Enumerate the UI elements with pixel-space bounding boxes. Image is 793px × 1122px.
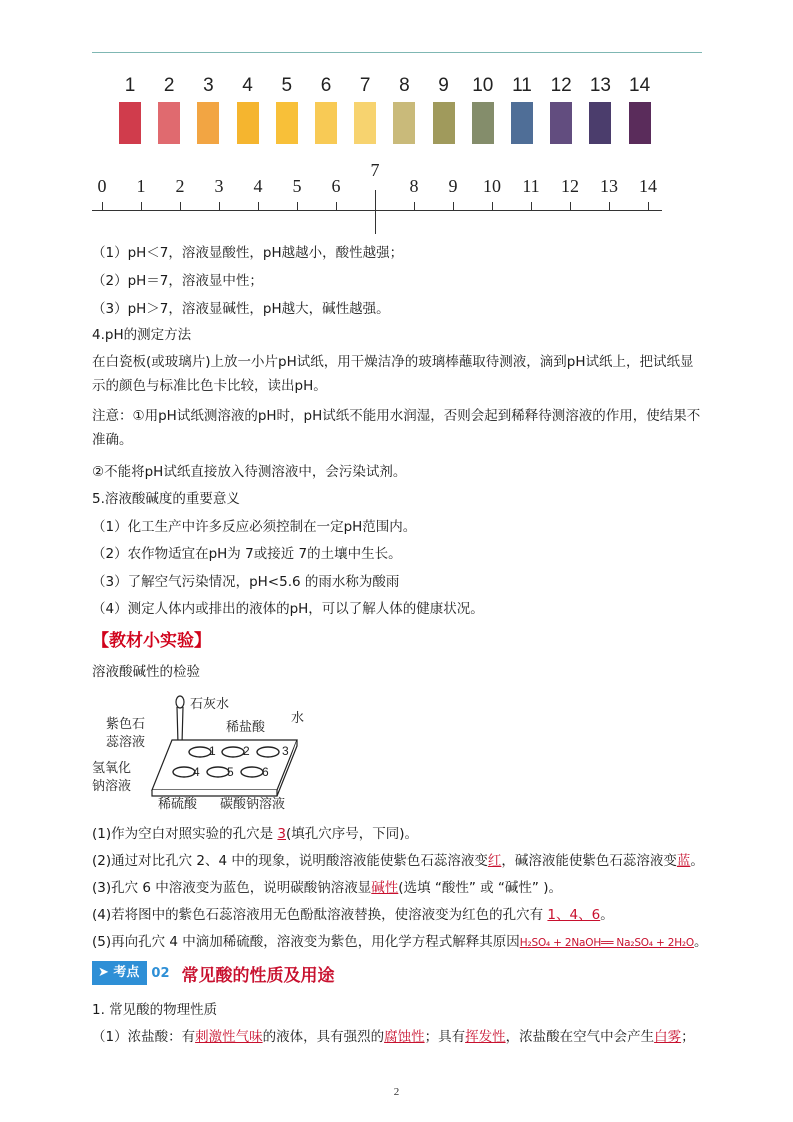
ph-swatch-number: 9 xyxy=(438,75,449,96)
number-line-label: 14 xyxy=(639,176,657,196)
number-line-tick xyxy=(414,202,415,210)
well-3 xyxy=(257,747,279,757)
answer-4: 1、4、6 xyxy=(547,907,601,923)
header-rule xyxy=(92,52,702,53)
section-tag: ➤ 考点 xyxy=(92,961,147,985)
note-second: ②不能将pH试纸直接放入待测溶液中，会污染试剂。 xyxy=(92,464,407,480)
answer-volatile: 挥发性 xyxy=(465,1029,506,1045)
question-3 xyxy=(92,877,562,899)
number-line-tick xyxy=(453,202,454,210)
significance-2: （2）农作物适宜在pH为 7或接近 7的土壤中生长。 xyxy=(92,546,402,562)
ph-color-chip xyxy=(315,102,337,144)
section-number: 02 xyxy=(151,965,170,981)
number-line-tick xyxy=(648,202,649,210)
ph-swatch-number: 2 xyxy=(163,75,175,96)
well-number-2: 2 xyxy=(243,744,250,758)
question-5 xyxy=(92,931,707,954)
property-text-b: 的液体，具有强烈的 xyxy=(262,1029,385,1045)
property-text-c: ；具有 xyxy=(424,1029,466,1045)
rule-neutral: （2）pH＝7，溶液显中性； xyxy=(92,273,263,289)
question-5-tail: 。 xyxy=(693,934,708,950)
label-naoh-2: 钠溶液 xyxy=(92,779,132,794)
experiment-heading: 【教材小实验】 xyxy=(92,631,211,651)
significance-3: （3）了解空气污染情况，pH<5.6 的雨水称为酸雨 xyxy=(92,574,400,590)
ph-color-scale xyxy=(110,74,670,146)
number-line-tick xyxy=(531,202,532,210)
heading-ph-method: 4.pH的测定方法 xyxy=(92,327,192,343)
ph-swatch-13 xyxy=(580,74,620,144)
number-line-tick xyxy=(375,190,376,234)
rule-acidic: （1）pH＜7，溶液显酸性，pH越越小，酸性越强； xyxy=(92,245,404,261)
section-banner xyxy=(92,961,335,985)
number-line-label: 10 xyxy=(483,176,501,196)
number-line-label: 13 xyxy=(600,176,618,196)
question-4-tail: 。 xyxy=(600,907,614,923)
number-line-tick xyxy=(258,202,259,210)
number-line-tick xyxy=(102,202,103,210)
question-4-text: (4)若将图中的紫色石蕊溶液用无色酚酞溶液替换，使溶液变为红色的孔穴有 xyxy=(92,907,548,923)
ph-swatch-7 xyxy=(345,74,385,144)
number-line-label: 0 xyxy=(97,176,107,196)
ph-swatch-number: 4 xyxy=(242,75,253,96)
ph-color-chip xyxy=(197,102,219,144)
ph-swatch-4 xyxy=(228,74,268,144)
ph-number-line xyxy=(88,160,668,238)
question-2-mid: ，碱溶液能使紫色石蕊溶液变 xyxy=(501,853,677,869)
ph-swatch-number: 8 xyxy=(399,75,410,96)
well-number-5: 5 xyxy=(227,765,234,779)
ph-color-chip xyxy=(472,102,494,144)
heading-physical-properties: 1. 常见酸的物理性质 xyxy=(92,1002,218,1018)
ph-swatch-11 xyxy=(502,74,542,144)
number-line-label: 6 xyxy=(331,176,341,196)
ph-swatch-number: 14 xyxy=(629,75,651,96)
answer-1: 3 xyxy=(277,826,287,842)
ph-swatch-number: 7 xyxy=(359,75,371,96)
well-plate-diagram xyxy=(92,692,312,812)
well-number-6: 6 xyxy=(262,765,269,779)
label-hcl: 稀盐酸 xyxy=(226,720,266,735)
ph-swatch-14 xyxy=(620,74,660,144)
ph-swatch-9 xyxy=(424,74,464,144)
question-2-tail: 。 xyxy=(690,853,704,869)
question-3-text: (3)孔穴 6 中溶液变为蓝色，说明碳酸钠溶液显 xyxy=(92,880,372,896)
ph-swatch-number: 10 xyxy=(472,75,494,96)
well-2 xyxy=(222,747,244,757)
significance-1: （1）化工生产中许多反应必须控制在一定pH范围内。 xyxy=(92,519,417,535)
ph-color-chip xyxy=(589,102,611,144)
number-line-tick xyxy=(180,202,181,210)
number-line-tick xyxy=(492,202,493,210)
number-line-label: 11 xyxy=(522,176,540,196)
number-line-label: 1 xyxy=(136,176,146,196)
property-text-a: （1）浓盐酸：有 xyxy=(92,1029,196,1045)
ph-swatch-number: 13 xyxy=(589,75,611,96)
ph-swatch-8 xyxy=(384,74,424,144)
number-line-label: 3 xyxy=(214,176,224,196)
answer-2a: 红 xyxy=(487,853,502,869)
number-line-tick xyxy=(141,202,142,210)
ph-color-chip xyxy=(433,102,455,144)
question-3-tail: (选填 “酸性” 或 “碱性” )。 xyxy=(398,880,562,896)
ph-swatch-12 xyxy=(541,74,581,144)
ph-swatch-number: 11 xyxy=(512,75,532,96)
ph-swatch-number: 1 xyxy=(124,75,136,96)
note-paragraph: 注意：①用pH试纸测溶液的pH时，pH试纸不能用水润湿，否则会起到稀释待测溶液的作用，使结果不准确。 xyxy=(92,408,701,448)
answer-5-equation: H₂SO₄ + 2NaOH══ Na₂SO₄ + 2H₂O xyxy=(519,937,694,949)
answer-smell: 刺激性气味 xyxy=(195,1029,263,1045)
answer-2b: 蓝 xyxy=(676,853,691,869)
rule-basic: （3）pH＞7，溶液显碱性，pH越大，碱性越强。 xyxy=(92,301,390,317)
page-number: 2 xyxy=(393,1086,400,1098)
ph-swatch-1 xyxy=(110,74,150,144)
number-line-label: 9 xyxy=(448,176,458,196)
ph-swatch-number: 6 xyxy=(320,75,332,96)
ph-swatch-6 xyxy=(306,74,346,144)
property-hcl xyxy=(92,1026,695,1048)
ph-swatch-number: 3 xyxy=(203,75,214,96)
question-1-tail: (填孔穴序号，下同)。 xyxy=(286,826,419,842)
question-2 xyxy=(92,850,704,872)
label-h2so4: 稀硫酸 xyxy=(158,797,198,812)
number-line-label: 2 xyxy=(175,176,185,196)
number-line-tick xyxy=(609,202,610,210)
heading-significance: 5.溶液酸碱度的重要意义 xyxy=(92,491,240,507)
ph-swatch-number: 12 xyxy=(550,75,572,96)
label-na2co3: 碳酸钠溶液 xyxy=(220,797,286,812)
number-line-tick xyxy=(297,202,298,210)
number-line-tick xyxy=(570,202,571,210)
experiment-subtitle: 溶液酸碱性的检验 xyxy=(92,664,200,680)
number-line-tick xyxy=(219,202,220,210)
ph-color-chip xyxy=(629,102,651,144)
question-2-text: (2)通过对比孔穴 2、4 中的现象，说明酸溶液能使紫色石蕊溶液变 xyxy=(92,853,488,869)
answer-white-mist: 白雾 xyxy=(654,1029,682,1045)
ph-color-chip xyxy=(393,102,415,144)
ph-color-chip xyxy=(158,102,180,144)
well-5 xyxy=(207,767,229,777)
ph-swatch-10 xyxy=(463,74,503,144)
label-limewater: 石灰水 xyxy=(190,697,230,712)
ph-color-chip xyxy=(511,102,533,144)
ph-color-chip xyxy=(276,102,298,144)
ph-color-chip xyxy=(119,102,141,144)
ph-color-chip xyxy=(237,102,259,144)
label-water: 水 xyxy=(291,711,305,726)
number-line-tick xyxy=(336,202,337,210)
ph-swatch-3 xyxy=(188,74,228,144)
ph-swatch-5 xyxy=(267,74,307,144)
number-line-axis xyxy=(92,210,662,211)
number-line-label: 7 xyxy=(370,160,380,180)
well-number-1: 1 xyxy=(209,744,216,758)
ph-swatch-number: 5 xyxy=(281,75,293,96)
label-litmus-1: 紫色石 xyxy=(106,717,146,732)
question-1 xyxy=(92,823,418,845)
significance-4: （4）测定人体内或排出的液体的pH，可以了解人体的健康状况。 xyxy=(92,601,484,617)
well-4 xyxy=(173,767,195,777)
well-1 xyxy=(189,747,211,757)
answer-corrosive: 腐蚀性 xyxy=(384,1029,425,1045)
number-line-label: 5 xyxy=(292,176,302,196)
answer-3: 碱性 xyxy=(371,880,399,896)
number-line-label: 4 xyxy=(253,176,263,196)
well-number-3: 3 xyxy=(282,744,289,758)
property-text-d: ，浓盐酸在空气中会产生 xyxy=(505,1029,655,1045)
section-title: 常见酸的性质及用途 xyxy=(181,965,335,986)
question-1-text: (1)作为空白对照实验的孔穴是 xyxy=(92,826,278,842)
question-4 xyxy=(92,904,614,926)
ph-method-paragraph: 在白瓷板(或玻璃片)上放一小片pH试纸，用干燥洁净的玻璃棒蘸取待测液，滴到pH试纸上，把试纸显示的颜色与标准比色卡比较，读出pH。 xyxy=(92,354,694,394)
number-line-label: 8 xyxy=(409,176,419,196)
well-number-4: 4 xyxy=(193,765,200,779)
number-line-label: 12 xyxy=(561,176,579,196)
ph-swatch-2 xyxy=(149,74,189,144)
well-6 xyxy=(241,767,263,777)
ph-color-chip xyxy=(354,102,376,144)
question-5-text: (5)再向孔穴 4 中滴加稀硫酸，溶液变为紫色，用化学方程式解释其原因 xyxy=(92,934,520,950)
label-litmus-2: 蕊溶液 xyxy=(106,735,146,750)
property-text-e: ； xyxy=(681,1029,695,1045)
ph-color-chip xyxy=(550,102,572,144)
label-naoh-1: 氢氧化 xyxy=(92,761,132,776)
